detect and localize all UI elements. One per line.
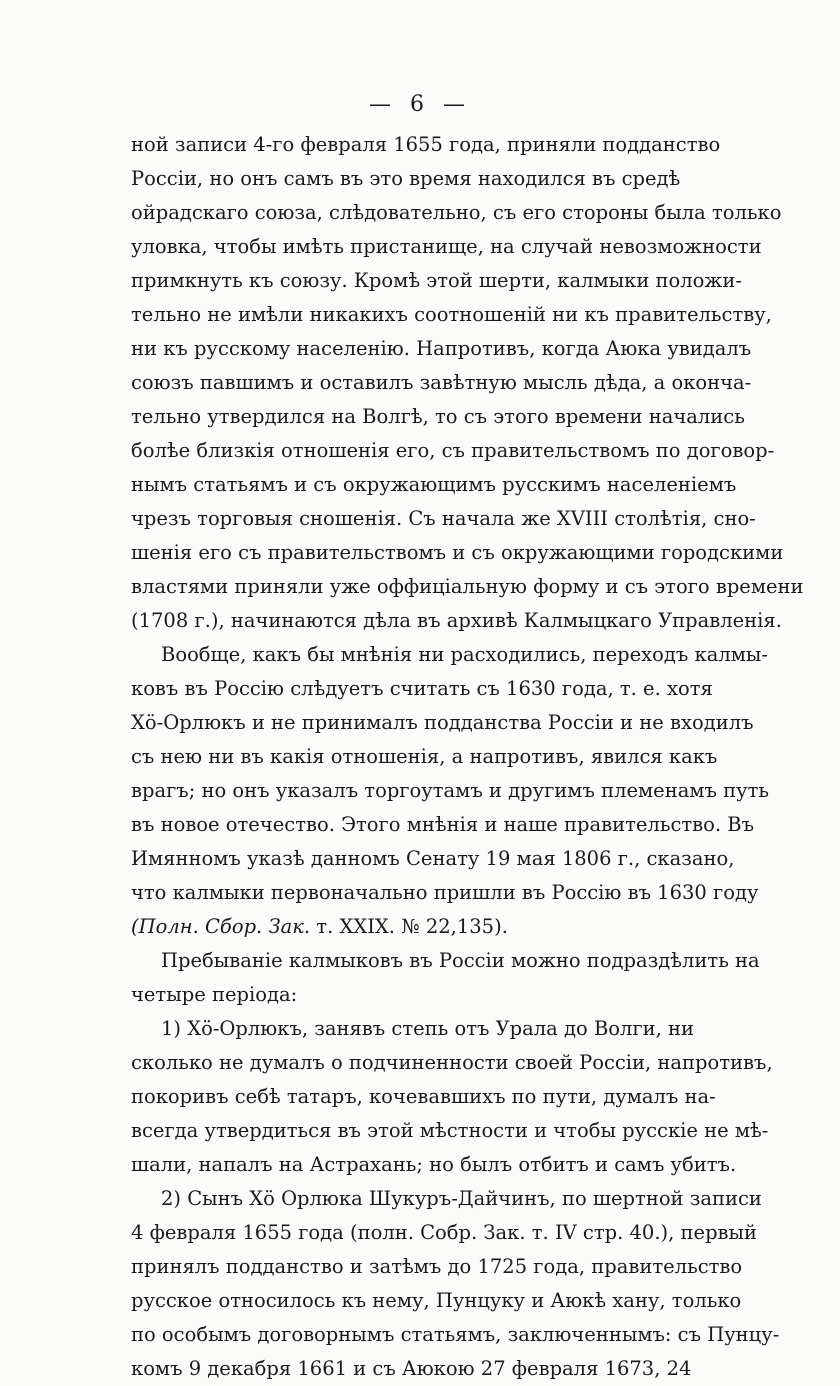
text-line: комъ 9 декабря 1661 и съ Аюкою 27 февраля 1673, 24 xyxy=(131,1357,692,1380)
text-line: что калмыки первоначально пришли въ Россію въ 1630 году xyxy=(131,881,759,904)
citation-source: (Полн. Сбор. Зак. xyxy=(131,915,311,938)
paragraph-4 xyxy=(131,1012,773,1182)
text-line: въ новое отечество. Этого мнѣнія и наше правительство. Въ xyxy=(131,813,755,836)
paragraph-5 xyxy=(131,1182,780,1386)
text-line: Россіи, но онъ самъ въ это время находился въ средѣ xyxy=(131,167,681,190)
text-line: союзъ павшимъ и оставилъ завѣтную мысль дѣда, а оконча- xyxy=(131,371,752,394)
text-line: сколько не думалъ о подчиненности своей Россіи, напротивъ, xyxy=(131,1051,773,1074)
text-line: Хö-Орлюкъ и не принималъ подданства Россіи и не входилъ xyxy=(131,711,754,734)
text-line: покоривъ себѣ татаръ, кочевавшихъ по пути, думалъ на- xyxy=(131,1085,716,1108)
text-line: (1708 г.), начинаются дѣла въ архивѣ Калмыцкаго Управленія. xyxy=(131,609,782,632)
text-line: ни къ русскому населенію. Напротивъ, когда Аюка увидалъ xyxy=(131,337,752,360)
text-line: врагъ; но онъ указалъ торгоутамъ и другимъ племенамъ путь xyxy=(131,779,769,802)
text-line: чрезъ торговыя сношенія. Съ начала же XVIII столѣтія, сно- xyxy=(131,507,756,530)
text-line: русское относилось къ нему, Пунцуку и Аюкѣ хану, только xyxy=(131,1289,742,1312)
text-line: принялъ подданство и затѣмъ до 1725 года, правительство xyxy=(131,1255,743,1278)
text-line: властями приняли уже оффиціальную форму и съ этого времени xyxy=(131,575,804,598)
paragraph-3 xyxy=(131,944,760,1012)
text-line: Вообще, какъ бы мнѣнія ни расходились, переходъ калмы- xyxy=(161,643,769,666)
text-line: ной записи 4-го февраля 1655 года, приняли подданство xyxy=(131,133,721,156)
citation-line xyxy=(131,910,680,944)
text-line: примкнуть къ союзу. Кромѣ этой шерти, калмыки положи- xyxy=(131,269,742,292)
text-line: Пребываніе калмыковъ въ Россіи можно подраздѣлить на xyxy=(161,949,760,972)
text-line: ойрадскаго союза, слѣдовательно, съ его стороны была только xyxy=(131,201,782,224)
paragraph-1 xyxy=(131,128,804,638)
text-line: шали, напалъ на Астрахань; но былъ отбитъ и самъ убитъ. xyxy=(131,1153,737,1176)
text-line: болѣе близкія отношенія его, съ правительствомъ по договор- xyxy=(131,439,775,462)
page-text xyxy=(131,128,804,1386)
text-line: 4 февраля 1655 года (полн. Собр. Зак. т. IV стр. 40.), первый xyxy=(131,1221,758,1244)
text-line: тельно утвердился на Волгѣ, то съ этого времени начались xyxy=(131,405,745,428)
text-line: 2) Сынъ Хö Орлюка Шукуръ-Дайчинъ, по шертной записи xyxy=(161,1187,762,1210)
text-line: ковъ въ Россію слѣдуетъ считать съ 1630 года, т. е. хотя xyxy=(131,677,713,700)
citation-rest: т. XXIX. № 22,135). xyxy=(310,915,508,938)
text-line: 1) Хö-Орлюкъ, занявъ степь отъ Урала до Волги, ни xyxy=(161,1017,695,1040)
paragraph-2 xyxy=(131,638,769,944)
text-line: Имянномъ указѣ данномъ Сенату 19 мая 1806 г., сказано, xyxy=(131,847,735,870)
text-line: съ нею ни въ какія отношенія, а напротивъ, явился какъ xyxy=(131,745,718,768)
text-line: по особымъ договорнымъ статьямъ, заключеннымъ: съ Пунцу- xyxy=(131,1323,780,1346)
text-line: нымъ статьямъ и съ окружающимъ русскимъ населеніемъ xyxy=(131,473,737,496)
text-line: шенія его съ правительствомъ и съ окружающими городскими xyxy=(131,541,784,564)
text-line: тельно не имѣли никакихъ соотношеній ни къ правительству, xyxy=(131,303,772,326)
text-line: всегда утвердиться въ этой мѣстности и чтобы русскіе не мѣ- xyxy=(131,1119,769,1142)
text-line: уловка, чтобы имѣть пристанище, на случай невозможности xyxy=(131,235,762,258)
page-number: — 6 — xyxy=(369,92,471,117)
text-line: четыре періода: xyxy=(131,983,298,1006)
